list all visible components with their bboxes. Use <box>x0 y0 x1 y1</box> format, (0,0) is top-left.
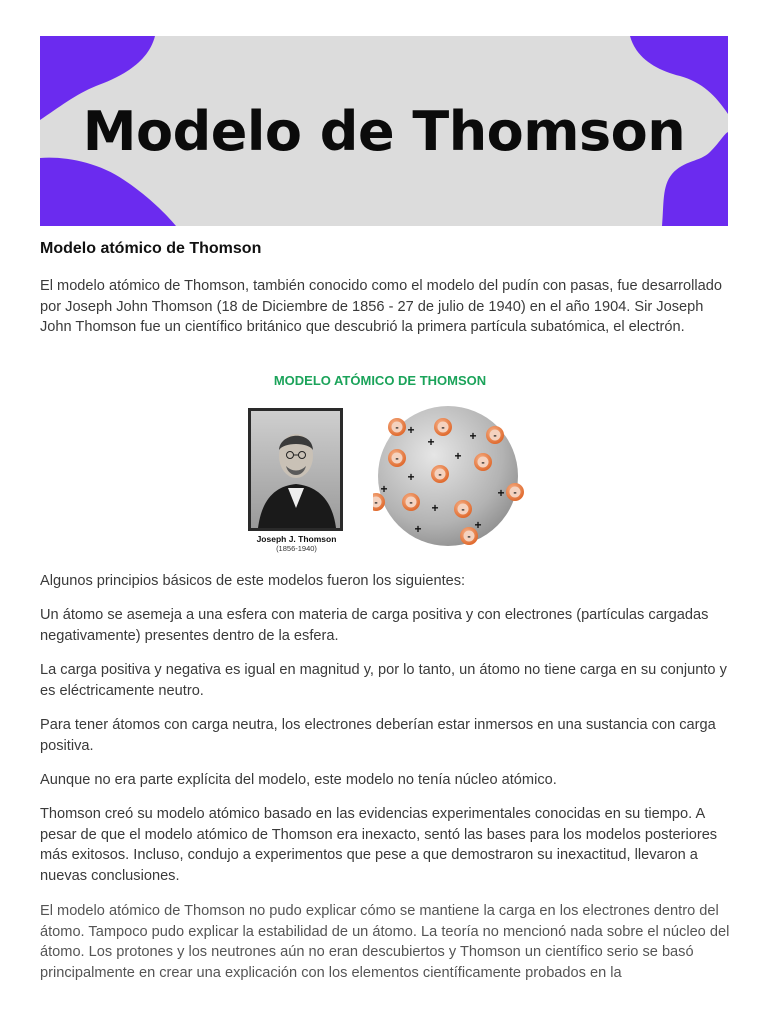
section-heading: Modelo atómico de Thomson <box>40 240 262 257</box>
principles-intro: Algunos principios básicos de este modelos fueron los siguientes: <box>40 573 466 589</box>
proton-sign: + <box>474 518 482 532</box>
page-title: Modelo de Thomson <box>82 99 686 163</box>
proton-sign: + <box>380 482 388 496</box>
electron <box>402 493 420 511</box>
proton-sign: + <box>431 501 439 515</box>
proton-sign: + <box>427 435 435 449</box>
portrait-caption-years: (1856-1940) <box>276 544 317 553</box>
principle-3: Para tener átomos con carga neutra, los electrones deberían estar inmersos en una sustancia con carga positiva. <box>40 717 716 754</box>
svg-text:-: - <box>395 453 399 465</box>
principle-2: La carga positiva y negativa es igual en magnitud y, por lo tanto, un átomo no tiene carga en su conjunto y es eléctricamente neutro. <box>40 662 727 699</box>
electron <box>486 426 504 444</box>
svg-text:-: - <box>493 430 497 442</box>
svg-text:-: - <box>513 487 517 499</box>
principle-4: Aunque no era parte explícita del modelo, este modelo no tenía núcleo atómico. <box>40 772 557 788</box>
proton-sign: + <box>469 429 477 443</box>
intro-paragraph: El modelo atómico de Thomson, también conocido como el modelo del pudín con pasas, fue desarrollado por Joseph John Thomson (18 de Diciembre de 1856 - 27 de julio de 1940) en el año 1904. Sir Joseph John Thomson fue un científico británico que descubrió la primera partícula subatómica, el electrón. <box>40 278 722 335</box>
svg-text:-: - <box>438 469 442 481</box>
proton-sign: + <box>497 486 505 500</box>
portrait-caption-name: Joseph J. Thomson <box>256 534 337 544</box>
portrait-photo <box>248 408 343 531</box>
svg-text:-: - <box>395 422 399 434</box>
atom-model-diagram <box>373 406 533 546</box>
electron <box>454 500 472 518</box>
electron <box>431 465 449 483</box>
model-limitations-paragraph: El modelo atómico de Thomson no pudo explicar cómo se mantiene la carga en los electrones dentro del átomo. Tampoco pudo explicar la estabilidad de un átomo. La teoría no mencionó nada sobre el núcleo del átomo. Los protones y los neutrones aún no eran descubiertos y Thomson un científico serio se basó principalmente en crear una explicación con los elementos científicamente probados en la <box>40 903 730 981</box>
svg-text:-: - <box>481 457 485 469</box>
proton-sign: + <box>407 470 415 484</box>
electron <box>434 418 452 436</box>
svg-text:-: - <box>374 497 378 509</box>
thomson-figure <box>245 368 535 558</box>
electron <box>388 449 406 467</box>
electron <box>388 418 406 436</box>
svg-text:-: - <box>461 504 465 516</box>
model-basis-paragraph: Thomson creó su modelo atómico basado en las evidencias experimentales conocidas en su tiempo. A pesar de que el modelo atómico de Thomson era inexacto, sentó las bases para los modelos posteriores más exitosos. Incluso, condujo a experimentos que pese a que demostraron su inexactitud, llevaron a nuevas conclusiones. <box>40 806 718 884</box>
proton-sign: + <box>454 449 462 463</box>
svg-text:-: - <box>409 497 413 509</box>
figure-title: MODELO ATÓMICO DE THOMSON <box>273 373 487 388</box>
principle-1: Un átomo se asemeja a una esfera con materia de carga positiva y con electrones (partículas cargadas negativamente) presentes dentro de la esfera. <box>40 607 709 644</box>
proton-sign: + <box>407 423 415 437</box>
electron <box>474 453 492 471</box>
electron <box>506 483 524 501</box>
proton-sign: + <box>414 522 422 536</box>
title-banner <box>40 36 728 226</box>
svg-text:-: - <box>441 422 445 434</box>
svg-text:-: - <box>467 531 471 543</box>
